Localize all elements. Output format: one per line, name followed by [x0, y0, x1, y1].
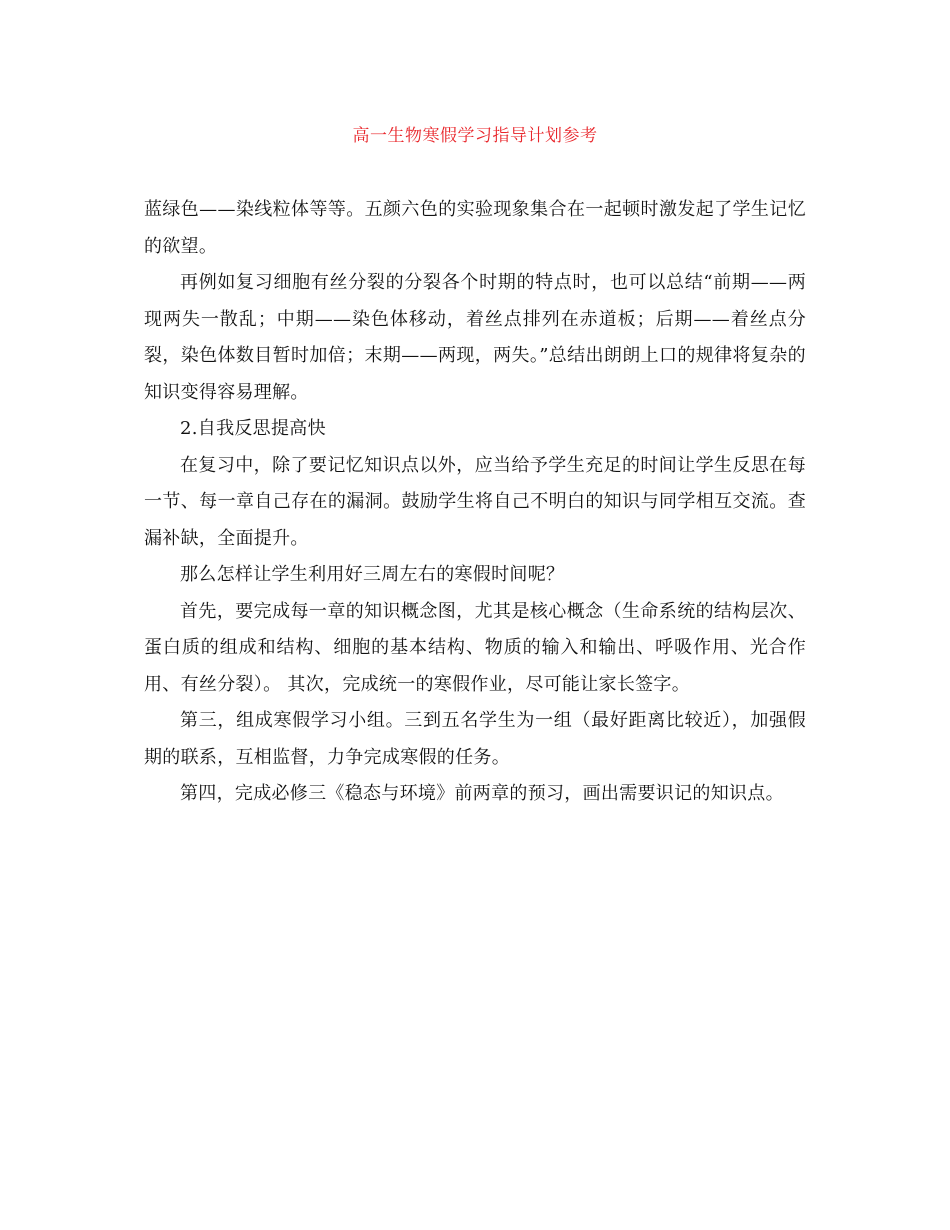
paragraph-reflection: 在复习中，除了要记忆知识点以外，应当给予学生充足的时间让学生反思在每一节、每一章自己存在的漏洞。鼓励学生将自己不明白的知识与同学相互交流。查漏补缺，全面提升。	[144, 454, 806, 549]
paragraph-first-step: 首先，要完成每一章的知识概念图，尤其是核心概念（生命系统的结构层次、蛋白质的组成和结构、细胞的基本结构、物质的输入和输出、呼吸作用、光合作用、有丝分裂）。 其次，完成统一的寒假作业，尽可能让家长签字。	[144, 600, 806, 695]
document-body	[144, 192, 806, 813]
paragraph-fourth-step: 第四，完成必修三《稳态与环境》前两章的预习，画出需要识记的知识点。	[180, 783, 784, 804]
paragraph-third-step: 第三，组成寒假学习小组。三到五名学生为一组（最好距离比较近），加强假期的联系，互相监督，力争完成寒假的任务。	[144, 710, 806, 768]
paragraph-continued: 蓝绿色——染线粒体等等。五颜六色的实验现象集合在一起顿时激发起了学生记忆的欲望。	[144, 199, 806, 257]
paragraph-question: 那么怎样让学生利用好三周左右的寒假时间呢？	[180, 564, 565, 585]
section-heading-self-reflection: 2.自我反思提高快	[180, 418, 326, 439]
page-title: 高一生物寒假学习指导计划参考	[352, 126, 598, 146]
paragraph-mitosis-summary: 再例如复习细胞有丝分裂的分裂各个时期的特点时，也可以总结“前期——两现两失一散乱；中期——染色体移动，着丝点排列在赤道板；后期——着丝点分裂，染色体数目暂时加倍；末期——两现，两失。”总结出朗朗上口的规律将复杂的知识变得容易理解。	[144, 272, 806, 403]
